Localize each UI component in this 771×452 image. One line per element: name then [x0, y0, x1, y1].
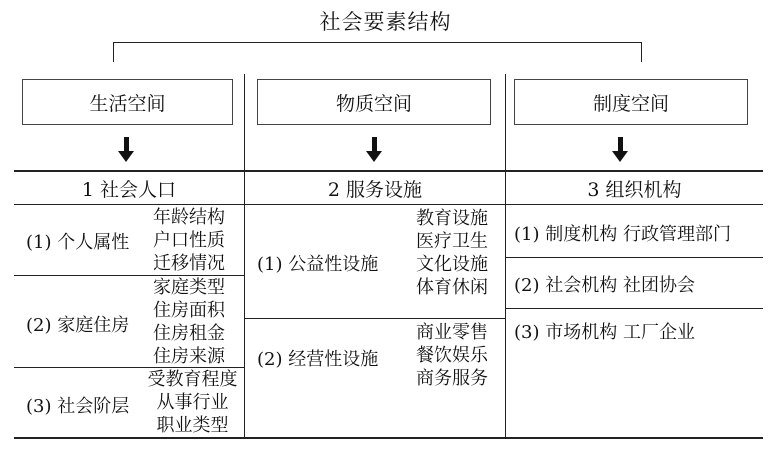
list-item: 受教育程度: [147, 369, 238, 390]
column-header-population: 1 社会人口: [81, 178, 177, 201]
bracket-left-tick: [113, 42, 114, 62]
list-item: 住房面积: [153, 300, 225, 321]
bracket-top-line: [113, 42, 642, 43]
list-item: 文化设施: [416, 254, 488, 275]
group-items-family-housing: [153, 276, 225, 368]
space-box-living: [22, 79, 233, 125]
list-item: 年龄结构: [153, 207, 225, 228]
space-box-material: [257, 79, 491, 125]
group-items-public-facilities: [416, 207, 488, 299]
header-rule: [14, 204, 763, 205]
table-bottom-rule: [14, 437, 763, 439]
list-item: 住房租金: [153, 323, 225, 344]
list-item: 迁移情况: [153, 253, 225, 274]
column-header-facilities: 2 服务设施: [327, 178, 423, 201]
list-item: 餐饮娱乐: [416, 345, 488, 366]
list-item: 教育设施: [416, 208, 488, 229]
group-label-market-org: (3) 市场机构 工厂企业: [514, 322, 695, 343]
list-item: 户口性质: [153, 230, 225, 251]
group-items-personal-attributes: [153, 206, 225, 275]
group-label-public-facilities: (1) 公益性设施: [257, 254, 379, 275]
down-arrow-icon: [366, 137, 382, 162]
group-label-personal-attributes: (1) 个人属性: [26, 232, 130, 253]
list-item: 体育休闲: [416, 277, 488, 298]
list-item: 职业类型: [156, 415, 229, 436]
space-label: 物质空间: [335, 92, 412, 115]
space-label: 生活空间: [89, 92, 166, 115]
row-separator: [506, 308, 763, 309]
space-label: 制度空间: [592, 92, 669, 115]
list-item: 家庭类型: [153, 277, 225, 298]
list-item: 商业零售: [416, 322, 488, 343]
list-item: 从事行业: [156, 392, 229, 413]
down-arrow-icon: [612, 137, 628, 162]
column-header-organizations: 3 组织机构: [587, 178, 682, 201]
group-label-family-housing: (2) 家庭住房: [26, 315, 130, 336]
diagram-title: 社会要素结构: [319, 10, 452, 34]
group-label-social-class: (3) 社会阶层: [26, 396, 130, 417]
group-label-social-org: (2) 社会机构 社团协会: [514, 275, 695, 296]
column-divider: [505, 74, 506, 170]
list-item: 住房来源: [153, 346, 225, 367]
column-divider: [244, 74, 245, 170]
row-separator: [245, 318, 505, 319]
list-item: 商务服务: [416, 368, 488, 389]
list-item: 医疗卫生: [416, 231, 488, 252]
group-items-social-class: [141, 368, 244, 437]
group-label-commercial-facilities: (2) 经营性设施: [257, 349, 379, 370]
bracket-right-tick: [641, 42, 642, 62]
space-box-institutional: [514, 79, 748, 125]
row-separator: [506, 257, 763, 258]
down-arrow-icon: [118, 137, 134, 162]
group-items-commercial-facilities: [416, 321, 488, 390]
column-divider: [244, 172, 245, 437]
group-label-institutional-org: (1) 制度机构 行政管理部门: [514, 224, 731, 245]
column-divider: [505, 172, 506, 437]
